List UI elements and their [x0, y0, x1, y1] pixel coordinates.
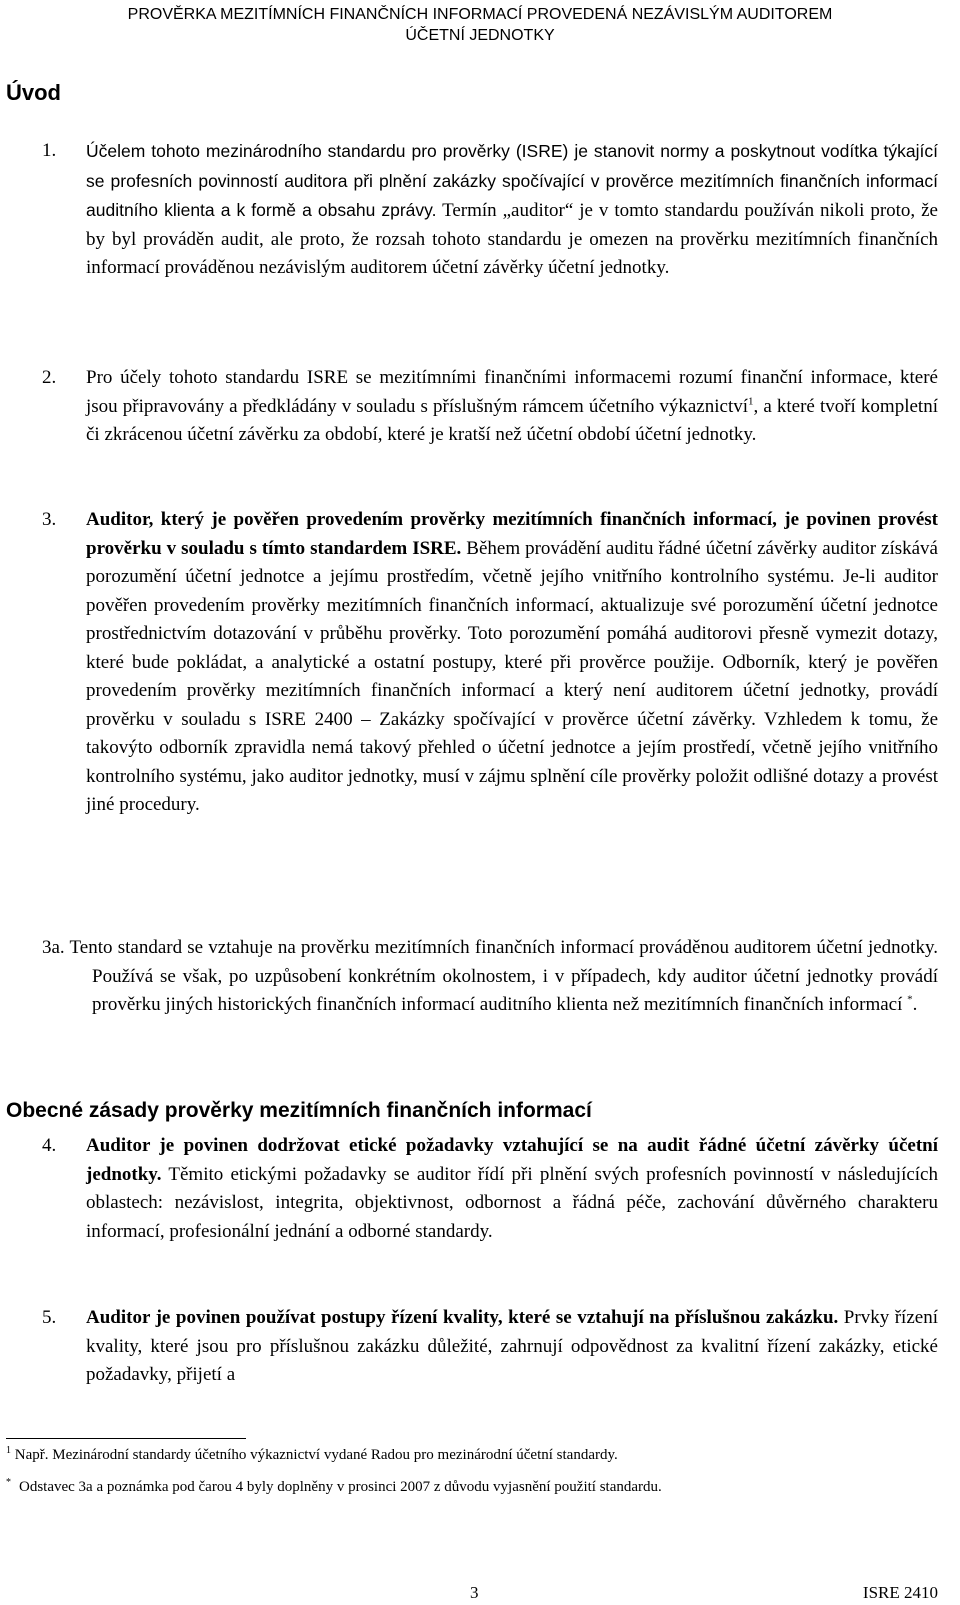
footnote-star-text: Odstavec 3a a poznámka pod čarou 4 byly doplněny v prosinci 2007 z důvodu vyjasnění použití standardu.: [19, 1479, 662, 1495]
standard-code: ISRE 2410: [862, 1583, 938, 1602]
paragraph-5-text: Prvky řízení kvality, které jsou pro příslušnou zakázku důležité, zahrnují odpovědnost za kvalitní řízení zakázky, etické požadavky, přijetí a: [86, 1307, 938, 1385]
paragraph-2-text-b: , a které tvoří kompletní či zkrácenou účetní závěrku za období, které je kratší než účetní období účetní jednotky.: [86, 395, 938, 445]
footnote-star: [6, 1478, 662, 1496]
footnote-1: [6, 1446, 618, 1464]
paragraph-4-number: 4.: [42, 1135, 57, 1156]
paragraph-4-requirement: Auditor je povinen dodržovat etické požadavky vztahující se na audit řádné účetní závěrky účetní jednotky.: [86, 1135, 938, 1185]
paragraph-3-requirement: Auditor, který je pověřen provedením prověrky mezitímních finančních informací, je povinen provést prověrku v souladu s tímto standardem ISRE.: [86, 509, 938, 559]
running-header: [0, 4, 960, 46]
running-header-line1: PROVĚRKA MEZITÍMNÍCH FINANČNÍCH INFORMACÍ PROVEDENÁ NEZÁVISLÝM AUDITOREM: [127, 6, 833, 23]
paragraph-4: [86, 1132, 938, 1246]
paragraph-1-sans-text: Účelem tohoto mezinárodního standardu pro prověrky (ISRE) je stanovit normy a poskytnout vodítka týkající se profesních povinností auditora při plnění zakázky spočívající v prověrce mezitímních finančních informací auditního klienta a k formě a obsahu zprávy.: [86, 141, 938, 220]
footnote-ref-1: 1: [748, 395, 754, 408]
paragraph-3a-text: Tento standard se vztahuje na prověrku mezitímních finančních informací prováděnou auditorem účetní jednotky. Používá se však, po uzpůsobení konkrétním okolnostem, i v případech, kdy auditor účetní jednotky provádí prověrku jiných historických finančních informací auditního klienta než mezitímních finančních informací: [69, 937, 938, 1015]
paragraph-1-text: Termín „auditor“ je v tomto standardu používán nikoli proto, že by byl prováděn audit, ale proto, že rozsah tohoto standardu je omezen na prověrku mezitímních finančních informací prováděnou nezávislým auditorem účetní závěrky účetní jednotky.: [86, 200, 938, 278]
paragraph-1: [86, 137, 938, 283]
footnote-1-text: Např. Mezinárodní standardy účetního výkaznictví vydané Radou pro mezinárodní účetní standardy.: [11, 1447, 618, 1463]
section-heading-intro: Úvod: [6, 80, 61, 105]
paragraph-3: [86, 506, 938, 820]
paragraph-4-text: Těmito etickými požadavky se auditor řídí při plnění svých profesních povinností v následujících oblastech: nezávislost, integrita, objektivnost, odbornost a řádná péče, zachování důvěrného charakteru informací, profesionální jednání a odborné standardy.: [86, 1163, 938, 1242]
paragraph-3a-number: 3a.: [42, 937, 65, 958]
paragraph-2-number: 2.: [42, 367, 57, 388]
paragraph-3-number: 3.: [42, 509, 57, 530]
paragraph-5: [86, 1304, 938, 1390]
paragraph-5-requirement: Auditor je povinen používat postupy řízení kvality, které se vztahují na příslušnou zakázku.: [86, 1307, 839, 1328]
footnote-star-mark: *: [6, 1477, 11, 1488]
paragraph-3a: [42, 934, 938, 1020]
paragraph-1-number: 1.: [42, 140, 57, 161]
page-number: 3: [470, 1583, 479, 1602]
footnote-ref-star: *: [907, 993, 913, 1006]
footnote-1-mark: 1: [6, 1445, 11, 1456]
paragraph-3a-tail: .: [912, 994, 918, 1015]
paragraph-3-text: Během provádění auditu řádné účetní závěrky auditor získává porozumění účetní jednotce a jejímu prostředím, včetně jejího vnitřního kontrolního systému. Je-li auditor pověřen provedením prověrky mezitímních finančních informací, aktualizuje své porozumění účetní jednotce prostřednictvím dotazování v průběhu prověrky. Toto porozumění pomáhá auditorovi přesně vymezit dotazy, které bude pokládat, a analytické a ostatní postupy, které při prověrce použije. Odborník, který je pověřen provedením prověrky mezitímních finančních informací a který není auditorem účetní jednotky, provádí prověrku v souladu s ISRE 2400 – Zakázky spočívající v prověrce účetní závěrky. Vzhledem k tomu, že takovýto odborník zpravidla nemá takový přehled o účetní jednotce a jejím prostředí, včetně jejího vnitřního kontrolního systému, jako auditor jednotky, musí v zájmu splnění cíle prověrky položit odlišné dotazy a provést jiné procedury.: [86, 537, 938, 815]
paragraph-2-text-a: Pro účely tohoto standardu ISRE se mezitímními finančními informacemi rozumí finanční informace, které jsou připravovány a předkládány v souladu s příslušným rámcem účetního výkaznictví: [86, 367, 938, 417]
footnote-separator: [6, 1438, 246, 1439]
paragraph-2: [86, 364, 938, 450]
paragraph-5-number: 5.: [42, 1307, 57, 1328]
running-header-line2: ÚČETNÍ JEDNOTKY: [405, 27, 555, 44]
section-heading-general-principles: Obecné zásady prověrky mezitímních finančních informací: [6, 1099, 592, 1122]
